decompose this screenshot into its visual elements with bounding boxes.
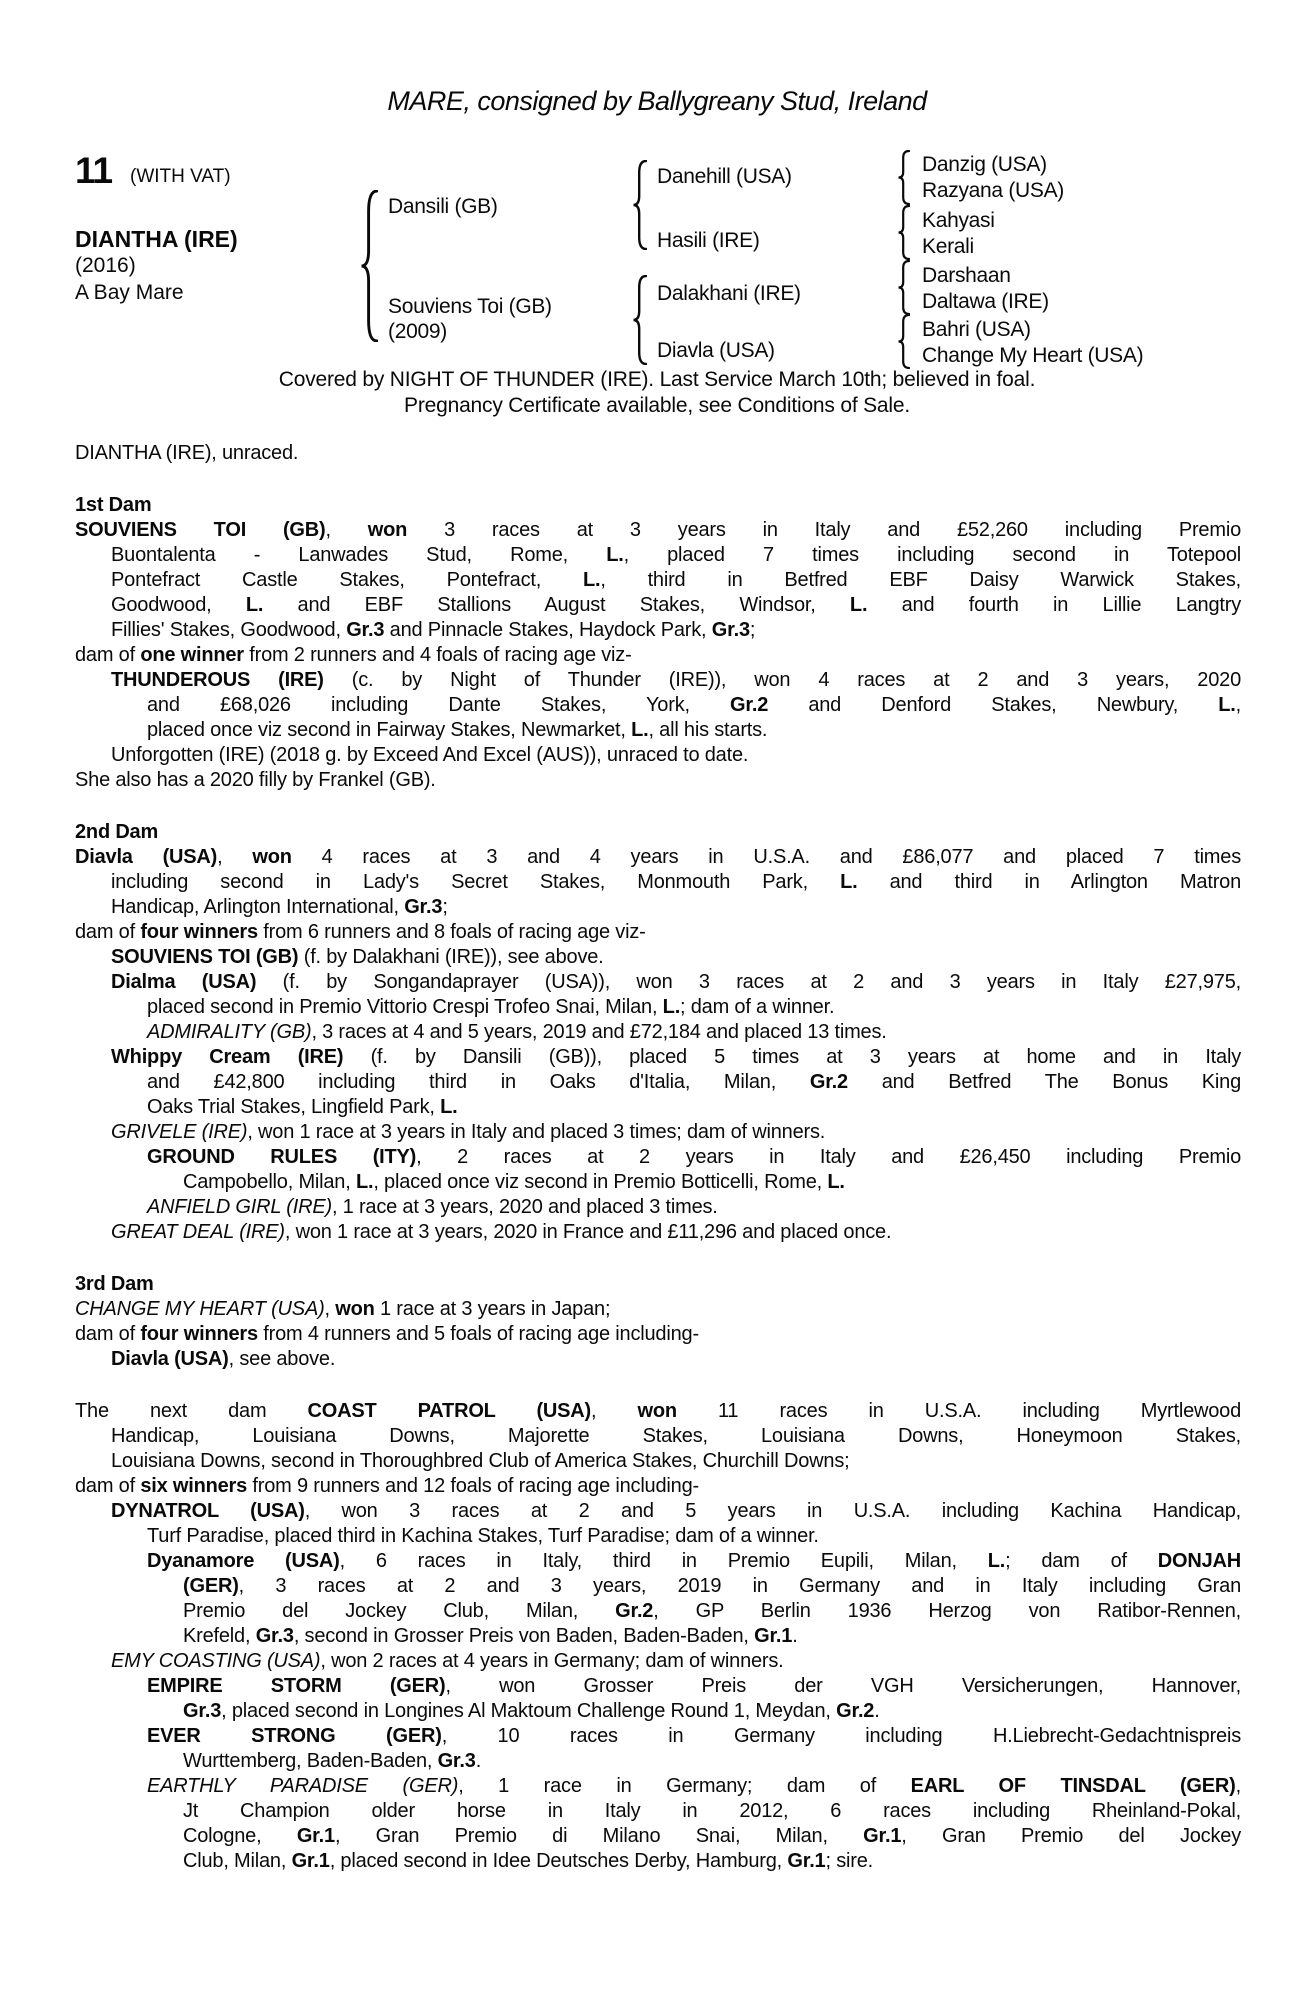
pedigree-paragraph: ADMIRALITY (GB), 3 races at 4 and 5 years, 2019 and £72,184 and placed 13 times.: [147, 1021, 887, 1043]
covering-statement: Covered by NIGHT OF THUNDER (IRE). Last Service March 10th; believed in foal.: [278, 368, 1036, 391]
pedigree-brace-icon: [360, 190, 378, 347]
pedigree-paragraph: DIANTHA (IRE), unraced.: [75, 442, 299, 464]
pedigree-paragraph: THUNDEROUS (IRE) (c. by Night of Thunder (IRE)), won 4 races at 2 and 3 years, 2020 and £68,026 including Dante Stakes, York, Gr.2 and Denford Stakes, Newbury, L., placed once viz second in Fairway Stakes, Newmarket, L., all his starts.: [111, 669, 1241, 741]
pedigree-paragraph: GREAT DEAL (IRE), won 1 race at 3 years, 2020 in France and £11,296 and placed once.: [111, 1221, 892, 1243]
pedigree-paragraph: dam of four winners from 4 runners and 5 foals of racing age including-: [75, 1323, 699, 1345]
horse-name: DIANTHA (IRE): [75, 226, 238, 252]
pedigree-text-body: [75, 441, 1241, 1874]
pedigree-ancestor: Danzig (USA): [922, 153, 1047, 176]
lot-number: 11: [75, 150, 113, 191]
pedigree-paragraph: Diavla (USA), see above.: [111, 1348, 336, 1370]
pedigree-paragraph: She also has a 2020 filly by Frankel (GB).: [75, 769, 436, 791]
pedigree-brace-icon: [897, 205, 910, 265]
pedigree-paragraph: Unforgotten (IRE) (2018 g. by Exceed And Excel (AUS)), unraced to date.: [111, 744, 749, 766]
pedigree-paragraph: SOUVIENS TOI (GB), won 3 races at 3 years in Italy and £52,260 including Premio Buontalenta - Lanwades Stud, Rome, L., placed 7 times including second in Totepool Pontefract Castle Stakes, Pontefract, L., third in Betfred EBF Daisy Warwick Stakes, Goodwood, L. and EBF Stallions August Stakes, Windsor, L. and fourth in Lillie Langtry Fillies' Stakes, Goodwood, Gr.3 and Pinnacle Stakes, Haydock Park, Gr.3;: [75, 519, 1241, 641]
pedigree-paragraph: EMPIRE STORM (GER), won Grosser Preis der VGH Versicherungen, Hannover, Gr.3, placed second in Longines Al Maktoum Challenge Round 1, Meydan, Gr.2.: [147, 1675, 1241, 1722]
pedigree-granddam: Hasili (IRE): [657, 229, 760, 252]
pedigree-sire: Dansili (GB): [388, 195, 498, 218]
dam-heading: 3rd Dam: [75, 1273, 154, 1295]
pedigree-grandsire: Dalakhani (IRE): [657, 282, 801, 305]
pedigree-paragraph: dam of four winners from 6 runners and 8 foals of racing age viz-: [75, 921, 646, 943]
horse-description: A Bay Mare: [75, 281, 184, 304]
pedigree-ancestor: Darshaan: [922, 264, 1011, 287]
page-title: MARE, consigned by Ballygreany Stud, Ireland: [387, 86, 927, 116]
pedigree-ancestor: Change My Heart (USA): [922, 344, 1144, 367]
pedigree-dam: Souviens Toi (GB): [388, 295, 552, 318]
pregnancy-certificate-note: Pregnancy Certificate available, see Conditions of Sale.: [404, 394, 910, 417]
pedigree-grandsire: Danehill (USA): [657, 165, 792, 188]
pedigree-paragraph: Dyanamore (USA), 6 races in Italy, third in Premio Eupili, Milan, L.; dam of DONJAH (GER), 3 races at 2 and 3 years, 2019 in Germany and in Italy including Gran Premio del Jockey Club, Milan, Gr.2, GP Berlin 1936 Herzog von Ratibor-Rennen, Krefeld, Gr.3, second in Grosser Preis von Baden, Baden-Baden, Gr.1.: [147, 1550, 1241, 1647]
pedigree-ancestor: Kerali: [922, 235, 974, 258]
pedigree-ancestor: Bahri (USA): [922, 318, 1031, 341]
pedigree-paragraph: ANFIELD GIRL (IRE), 1 race at 3 years, 2020 and placed 3 times.: [147, 1196, 718, 1218]
pedigree-brace-icon: [897, 150, 910, 210]
pedigree-granddam: Diavla (USA): [657, 339, 775, 362]
pedigree-brace-icon: [632, 275, 647, 370]
pedigree-paragraph: Diavla (USA), won 4 races at 3 and 4 years in U.S.A. and £86,077 and placed 7 times including second in Lady's Secret Stakes, Monmouth Park, L. and third in Arlington Matron Handicap, Arlington International, Gr.3;: [75, 846, 1241, 918]
pedigree-ancestor: Daltawa (IRE): [922, 290, 1049, 313]
dam-heading: 1st Dam: [75, 494, 152, 516]
pedigree-paragraph: dam of six winners from 9 runners and 12 foals of racing age including-: [75, 1475, 699, 1497]
pedigree-ancestor: Kahyasi: [922, 209, 995, 232]
pedigree-paragraph: Dialma (USA) (f. by Songandaprayer (USA)), won 3 races at 2 and 3 years in Italy £27,975, placed second in Premio Vittorio Crespi Trofeo Snai, Milan, L.; dam of a winner.: [111, 971, 1241, 1018]
foaling-year: (2016): [75, 254, 136, 277]
pedigree-paragraph: EARTHLY PARADISE (GER), 1 race in Germany; dam of EARL OF TINSDAL (GER), Jt Champion older horse in Italy in 2012, 6 races including Rheinland-Pokal, Cologne, Gr.1, Gran Premio di Milano Snai, Milan, Gr.1, Gran Premio del Jockey Club, Milan, Gr.1, placed second in Idee Deutsches Derby, Hamburg, Gr.1; sire.: [147, 1775, 1241, 1872]
pedigree-brace-icon: [632, 160, 647, 255]
pedigree-paragraph: The next dam COAST PATROL (USA), won 11 races in U.S.A. including Myrtlewood Handicap, Louisiana Downs, Majorette Stakes, Louisiana Downs, Honeymoon Stakes, Louisiana Downs, second in Thoroughbred Club of America Stakes, Churchill Downs;: [75, 1400, 1241, 1472]
pedigree-dam-year: (2009): [388, 320, 447, 343]
dam-heading: 2nd Dam: [75, 821, 159, 843]
pedigree-ancestor: Razyana (USA): [922, 179, 1064, 202]
pedigree-brace-icon: [897, 314, 910, 374]
pedigree-paragraph: EVER STRONG (GER), 10 races in Germany including H.Liebrecht-Gedachtnispreis Wurttemberg, Baden-Baden, Gr.3.: [147, 1725, 1241, 1772]
pedigree-paragraph: dam of one winner from 2 runners and 4 foals of racing age viz-: [75, 644, 632, 666]
pedigree-paragraph: GROUND RULES (ITY), 2 races at 2 years in Italy and £26,450 including Premio Campobello, Milan, L., placed once viz second in Premio Botticelli, Rome, L.: [147, 1146, 1241, 1193]
pedigree-paragraph: Whippy Cream (IRE) (f. by Dansili (GB)), placed 5 times at 3 years at home and in Italy and £42,800 including third in Oaks d'Italia, Milan, Gr.2 and Betfred The Bonus King Oaks Trial Stakes, Lingfield Park, L.: [111, 1046, 1241, 1118]
pedigree-paragraph: EMY COASTING (USA), won 2 races at 4 years in Germany; dam of winners.: [111, 1650, 784, 1672]
pedigree-paragraph: DYNATROL (USA), won 3 races at 2 and 5 years in U.S.A. including Kachina Handicap, Turf Paradise, placed third in Kachina Stakes, Turf Paradise; dam of a winner.: [111, 1500, 1241, 1547]
vat-note: (WITH VAT): [130, 166, 231, 187]
pedigree-brace-icon: [897, 260, 910, 320]
pedigree-paragraph: SOUVIENS TOI (GB) (f. by Dalakhani (IRE)), see above.: [111, 946, 604, 968]
pedigree-paragraph: GRIVELE (IRE), won 1 race at 3 years in Italy and placed 3 times; dam of winners.: [111, 1121, 826, 1143]
pedigree-paragraph: CHANGE MY HEART (USA), won 1 race at 3 years in Japan;: [75, 1298, 611, 1320]
